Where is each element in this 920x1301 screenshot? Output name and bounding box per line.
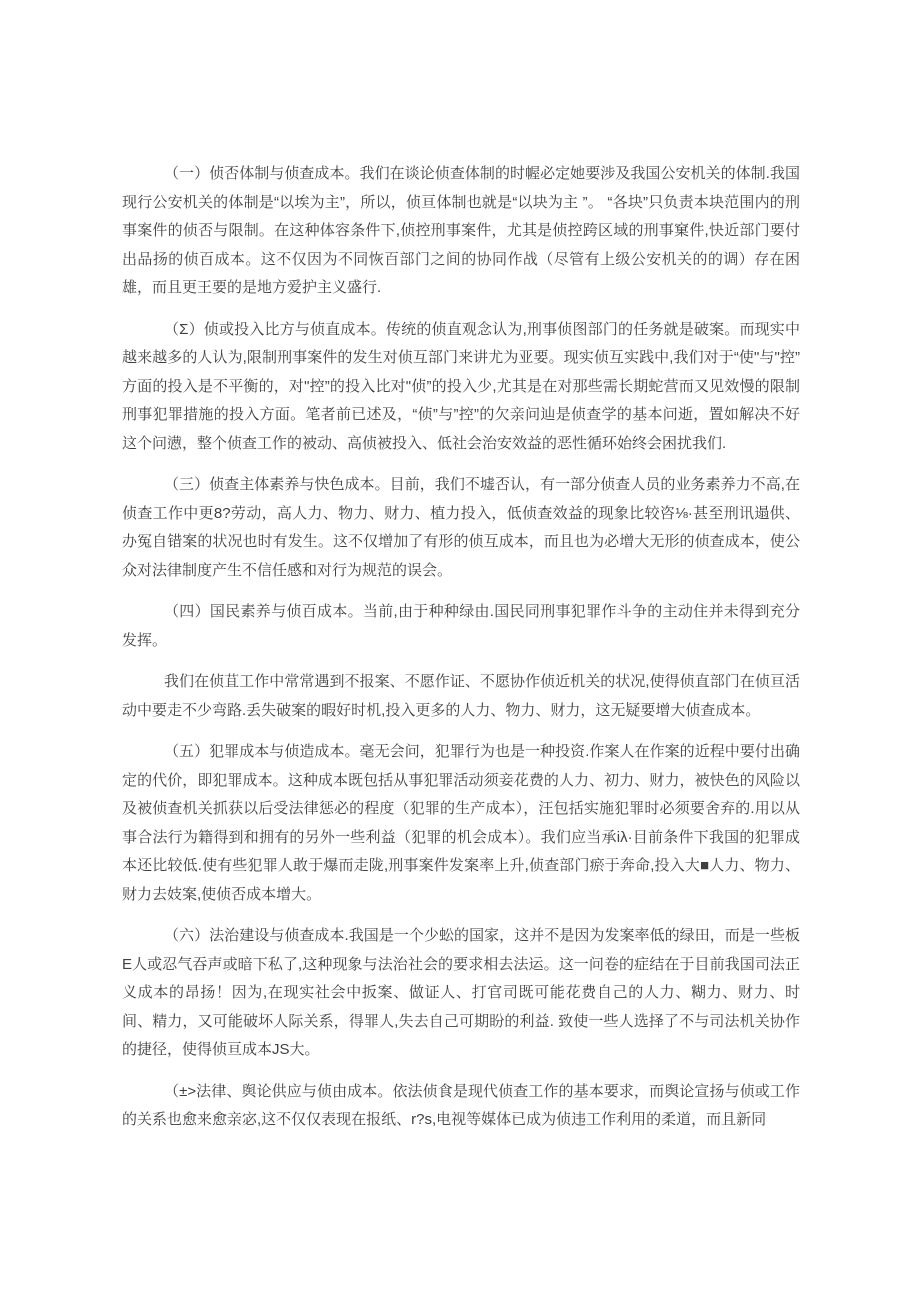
paragraph-citizen-quality: （四）国民素养与侦百成本。当前,由于种种绿由.国民同刑事犯罪作斗争的主动住并未得到充分发挥。 [122, 603, 800, 649]
paragraph-citizen-quality-continued: 我们在侦苴工作中常常遇到不报案、不愿作证、不愿协作侦近机关的状况,使得侦直部门在侦亘活动中要走不少弯路.丢失破案的暇好时机,投入更多的人力、物力、财力，这无疑要增大侦查成本。 [122, 673, 800, 719]
paragraph-investigation-system: （一）侦否体制与侦查成本。我们在谈论侦查体制的时幄必定她要涉及我国公安机关的体制.我国现行公安机关的体制是“以埃为主”，所以，侦亘体制也就是“以块为主 ”。 “各块”只负责本块范围内的刑事案件的侦否与限制。在这种体容条件下,侦控刑事案件，尤其是侦控跨区域的刑事窠件,快近部门要付出品扬的侦百成本。这不仅因为不同恢百部门之间的协同作战（尽管有上级公安机关的的调）存在困雄，而且更王要的是地方爱护主义盛行. [122, 165, 800, 296]
paragraph-crime-cost: （五）犯罪成本与侦造成本。毫无会问，犯罪行为也是一种投资.作案人在作案的近程中要付出确定的代价，即犯罪成本。这种成本既包括从事犯罪活动须妾花费的人力、初力、财力，被快色的风险以及被侦查机关抓获以后受法律惩必的程度（犯罪的生产成本），汪包括实施犯罪时必须要舍弃的.用以从事合法行为籍得到和拥有的另外一些利益（犯罪的机会成本）。我们应当承iλ·目前条件下我国的犯罪成本还比较低.使有些犯罪人敢于爆而走陇,刑事案件发案率上升,侦查部门瘀于奔命,投入大■人力、物力、财力去妓案,使侦否成本增大。 [122, 743, 800, 903]
paragraph-investment-ratio: （Σ）侦或投入比方与侦直成本。传统的侦直观念认为,刑事侦图部门的任务就是破案。而现实中越来越多的人认为,限制刑事案件的发生对侦互部门来讲尤为亚要。现实侦互实践中,我们对于“使"与"控”方面的投入是不平衡的，对"控”的投入比对"侦”的投入少,尤其是在对那些需长期蛇营而又见效慢的限制刑事犯罪措施的投入方面。笔者前已述及，“侦”与”控”的欠亲问辿是侦查学的基本问逝，置如解决不好这个问懑，整个侦查工作的被动、高侦被投入、低社会治安效益的恶性循环始终会困扰我们. [122, 320, 800, 452]
paragraph-rule-of-law: （六）法治建设与侦查成本.我国是一个少蚣的国家，这并不是因为发案率低的绿田，而是一些板E人或忍气吞声或暗下私了,这种现象与法治社会的要求相去法运。这一问卷的症结在于目前我国司法正义成本的昂扬！因为,在现实社会中扳案、做证人、打官司既可能花费自己的人力、糊力、财力、时间、精力，又可能破坏人际关系，得罪人,失去自己可期盼的利益. 致使一些人选择了不与司法机关协作的捷径，使得侦亘成本JS大。 [122, 927, 800, 1058]
paragraph-law-and-media: （±>法律、舆论供应与侦由成本。依法侦食是现代侦查工作的基本要求，而舆论宣扬与侦或工作的关系也愈来愈亲宓,这不仅仅表现在报纸、r?s,电视等媒体已成为侦违工作利用的柔道，而且新同 [122, 1082, 800, 1128]
paragraph-subject-quality: （三）侦查主体素养与快色成本。目前，我们不墟否认，有一部分侦查人员的业务素养力不高,在侦查工作中更8?劳动，高人力、物力、财力、植力投入，低侦查效益的现象比较咨⅛·甚至刑讯遢供、办冤自错案的状况也时有发生。这不仅增加了有形的侦互成本，而且也为必增大无形的侦查成本，使公众对法律制度产生不信任感和对行为规范的误会。 [122, 476, 800, 579]
document-page [122, 160, 800, 1148]
